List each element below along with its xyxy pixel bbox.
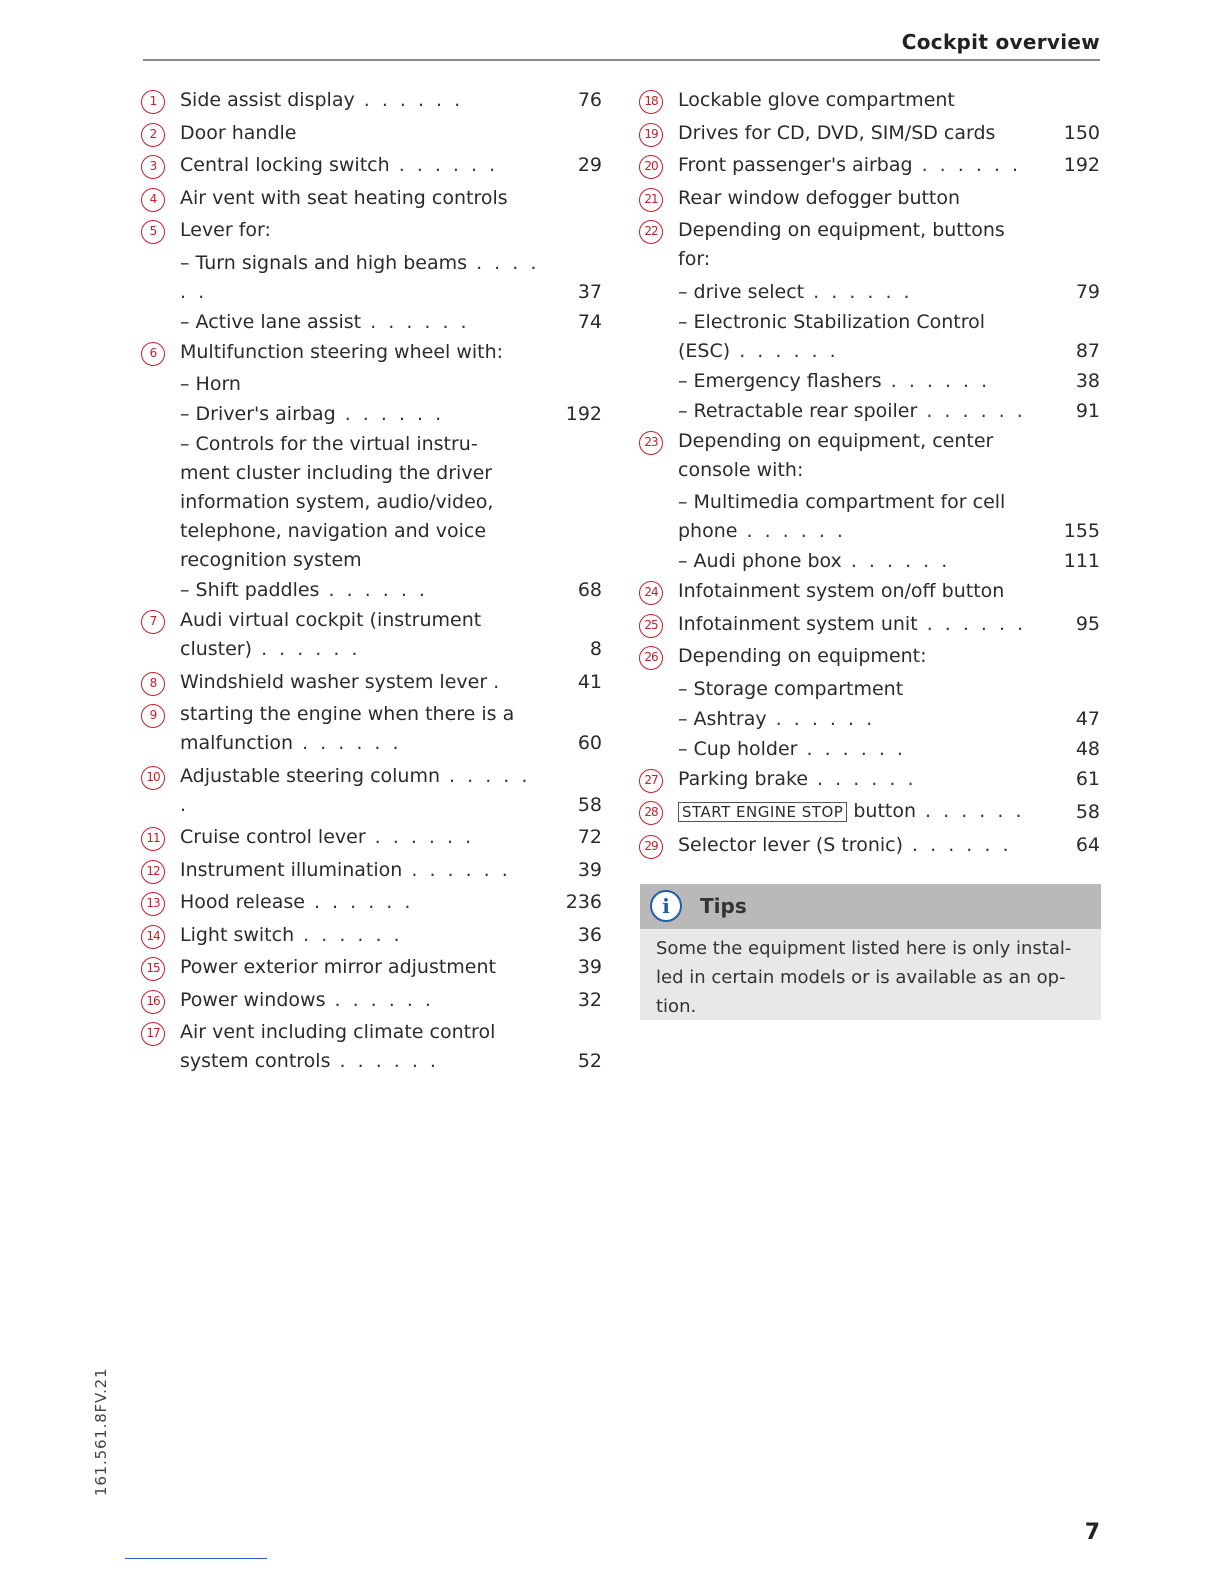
page-reference: 39 xyxy=(577,858,602,881)
item-label: recognition system xyxy=(180,549,362,571)
leader-dots: . . . . . . xyxy=(354,89,464,111)
leader-dots: . . . . . . xyxy=(903,833,1012,856)
legend-subitem xyxy=(638,367,1100,396)
legend-subitem xyxy=(638,397,1100,426)
footer-link-underline xyxy=(125,1558,267,1559)
legend-item xyxy=(140,700,602,758)
tips-title: Tips xyxy=(700,894,747,918)
item-label: – Driver's airbag . . . . . . xyxy=(180,403,445,425)
page-reference: 39 xyxy=(577,956,602,978)
page-reference: 58 xyxy=(1075,801,1100,823)
leader-dots: . . . . . . xyxy=(389,154,499,176)
legend-item xyxy=(140,986,602,1015)
item-label: (ESC) . . . . . . xyxy=(678,339,839,362)
legend-subitem xyxy=(140,430,602,575)
legend-item xyxy=(140,921,602,950)
item-label: cluster) . . . . . . xyxy=(180,638,361,660)
callout-number-icon: 2 xyxy=(141,123,165,147)
item-label: Lever for: xyxy=(180,219,271,241)
page-reference: 192 xyxy=(1063,154,1100,176)
item-label: – Retractable rear spoiler . . . . . . xyxy=(678,399,1026,422)
legend-item xyxy=(140,856,602,885)
item-label: system controls . . . . . . xyxy=(180,1050,439,1072)
callout-number-icon: 3 xyxy=(141,155,165,179)
callout-number-icon: 4 xyxy=(141,188,165,212)
leader-dots: . . . . . . xyxy=(804,280,913,303)
item-label: – drive select . . . . . . xyxy=(678,280,913,303)
callout-number-icon: 10 xyxy=(141,766,165,790)
legend-subitem xyxy=(140,249,602,307)
page-reference: 61 xyxy=(1075,767,1100,790)
callout-number-icon: 9 xyxy=(141,704,165,728)
legend-item xyxy=(140,606,602,664)
leader-dots: . . . . . . xyxy=(916,800,1025,822)
item-label: Central locking switch . . . . . . xyxy=(180,154,499,176)
legend-item xyxy=(140,1018,602,1076)
legend-subitem xyxy=(638,488,1100,546)
leader-dots: . . . . . . xyxy=(252,638,361,660)
callout-number-icon: 14 xyxy=(141,925,165,949)
item-label: Door handle xyxy=(180,121,297,144)
leader-dots: . . . . . . xyxy=(335,403,445,425)
page-reference: 47 xyxy=(1075,707,1100,730)
leader-dots: . . . . . . xyxy=(319,579,428,601)
leader-dots: . . . . . . xyxy=(737,520,846,542)
leader-dots: . . . . . . xyxy=(325,988,434,1011)
item-label: malfunction . . . . . . xyxy=(180,732,402,754)
page-reference: 38 xyxy=(1075,369,1100,392)
item-label: Depending on equipment, buttons xyxy=(678,219,1005,241)
right-column xyxy=(638,86,1100,863)
page-reference: 37 xyxy=(577,280,602,303)
tips-text: Some the equipment listed here is only instal-led in certain models or is available as an op-tion. xyxy=(656,938,1072,1017)
callout-number-icon: 8 xyxy=(141,672,165,696)
legend-subitem xyxy=(140,308,602,337)
callout-number-icon: 22 xyxy=(639,220,663,244)
tips-header xyxy=(640,884,1101,929)
legend-item xyxy=(638,797,1100,827)
page-reference: 52 xyxy=(577,1050,602,1072)
item-label: – Audi phone box . . . . . . xyxy=(678,550,951,572)
item-label: Multifunction steering wheel with: xyxy=(180,340,504,363)
legend-item xyxy=(140,86,602,115)
item-label: Depending on equipment: xyxy=(678,645,927,667)
callout-number-icon: 6 xyxy=(141,342,165,366)
page-reference: 155 xyxy=(1063,520,1100,542)
callout-number-icon: 7 xyxy=(141,610,165,634)
legend-subitem xyxy=(140,400,602,429)
key-label: START ENGINE STOP xyxy=(678,802,847,822)
item-label: Cruise control lever . . . . . . xyxy=(180,826,475,848)
item-label: Light switch . . . . . . xyxy=(180,923,403,946)
item-label: starting the engine when there is a xyxy=(180,703,515,725)
leader-dots: . . . . . . xyxy=(294,923,403,946)
legend-item xyxy=(140,151,602,180)
item-label: Air vent including climate control xyxy=(180,1021,496,1043)
item-label: – Emergency flashers . . . . . . xyxy=(678,369,991,392)
legend-item xyxy=(140,823,602,852)
item-label: Infotainment system on/off button xyxy=(678,580,1005,602)
item-label: Parking brake . . . . . . xyxy=(678,767,917,790)
left-column xyxy=(140,86,602,1080)
legend-subitem xyxy=(638,735,1100,764)
legend-item xyxy=(140,762,602,820)
item-label: Power exterior mirror adjustment xyxy=(180,956,496,978)
leader-dots: . . . . . . xyxy=(304,891,414,913)
item-label: Selector lever (S tronic) . . . . . . xyxy=(678,833,1012,856)
legend-item xyxy=(638,216,1100,274)
legend-subitem xyxy=(638,705,1100,734)
page-reference: 64 xyxy=(1075,833,1100,856)
callout-number-icon: 23 xyxy=(639,431,663,455)
tips-box xyxy=(640,884,1101,1020)
callout-number-icon: 13 xyxy=(141,892,165,916)
legend-subitem xyxy=(638,675,1100,704)
callout-number-icon: 29 xyxy=(639,835,663,859)
page-reference: 150 xyxy=(1063,121,1100,144)
leader-dots: . . . . . . xyxy=(365,826,475,848)
leader-dots: . . . . . . xyxy=(330,1050,439,1072)
item-label: Instrument illumination . . . . . . xyxy=(180,858,511,881)
page-reference: 95 xyxy=(1075,612,1100,635)
callout-number-icon: 24 xyxy=(639,581,663,605)
item-label: Rear window defogger button xyxy=(678,186,961,209)
item-label: Adjustable steering column . . . . . . xyxy=(180,764,531,816)
item-label: – Turn signals and high beams . . . . . . xyxy=(180,251,540,303)
item-label: – Multimedia compartment for cell xyxy=(678,491,1006,513)
legend-item xyxy=(638,119,1100,148)
page-reference: 111 xyxy=(1063,550,1100,572)
page-reference: 76 xyxy=(577,89,602,111)
item-label: Lockable glove compartment xyxy=(678,89,955,111)
legend-subitem xyxy=(638,547,1100,576)
item-label: START ENGINE STOP button . . . . . . xyxy=(678,797,1044,827)
item-label: – Shift paddles . . . . . . xyxy=(180,579,428,601)
legend-item xyxy=(638,427,1100,485)
legend-item xyxy=(638,765,1100,794)
item-label: – Horn xyxy=(180,373,241,395)
legend-item xyxy=(140,184,602,213)
info-icon: i xyxy=(650,890,682,922)
legend-item xyxy=(140,953,602,982)
item-label: – Controls for the virtual instru- xyxy=(180,433,478,455)
item-label: Infotainment system unit . . . . . . xyxy=(678,612,1027,635)
legend-item xyxy=(140,668,602,697)
leader-dots: . . . . . . xyxy=(402,858,511,881)
callout-number-icon: 25 xyxy=(639,614,663,638)
leader-dots: . . . . . . xyxy=(841,550,951,572)
item-label: ment cluster including the driver xyxy=(180,462,493,484)
legend-item xyxy=(140,119,602,148)
page-reference: 91 xyxy=(1075,399,1100,422)
header-rule xyxy=(143,59,1100,61)
leader-dots: . . . . . . xyxy=(912,154,1022,176)
legend-subitem xyxy=(638,308,1100,366)
callout-number-icon: 16 xyxy=(141,990,165,1014)
callout-number-icon: 18 xyxy=(639,90,663,114)
item-label: Hood release . . . . . . xyxy=(180,891,414,913)
legend-item xyxy=(638,642,1100,671)
page-reference: 60 xyxy=(577,732,602,754)
page-reference: 192 xyxy=(565,403,602,425)
callout-number-icon: 21 xyxy=(639,188,663,212)
item-label: – Storage compartment xyxy=(678,677,904,700)
item-label: Power windows . . . . . . xyxy=(180,988,434,1011)
callout-number-icon: 26 xyxy=(639,646,663,670)
page-reference: 87 xyxy=(1075,339,1100,362)
leader-dots: . . . . . . xyxy=(293,732,402,754)
callout-number-icon: 15 xyxy=(141,957,165,981)
item-label: console with: xyxy=(678,458,804,481)
page-header-title: Cockpit overview xyxy=(901,30,1100,54)
page-reference: 79 xyxy=(1075,280,1100,303)
item-label: Audi virtual cockpit (instrument xyxy=(180,609,482,631)
item-label: – Cup holder . . . . . . xyxy=(678,737,906,760)
leader-dots: . . . . . . xyxy=(766,707,876,730)
legend-item xyxy=(638,151,1100,180)
legend-subitem xyxy=(140,370,602,399)
item-label: information system, audio/video, xyxy=(180,491,494,513)
item-label: – Electronic Stabilization Control xyxy=(678,310,986,333)
item-label: Front passenger's airbag . . . . . . xyxy=(678,154,1022,176)
page-reference: 32 xyxy=(577,988,602,1011)
leader-dots: . . . . . . xyxy=(730,339,839,362)
leader-dots: . . . . . . xyxy=(361,310,470,333)
callout-number-icon: 20 xyxy=(639,155,663,179)
legend-item xyxy=(140,888,602,917)
page-reference: 236 xyxy=(565,891,602,913)
callout-number-icon: 27 xyxy=(639,769,663,793)
item-label: Windshield washer system lever . xyxy=(180,670,500,693)
item-label: Air vent with seat heating controls xyxy=(180,186,508,209)
page-reference: 8 xyxy=(589,638,602,660)
legend-item xyxy=(638,577,1100,606)
legend-item xyxy=(638,831,1100,860)
item-label: – Active lane assist . . . . . . xyxy=(180,310,470,333)
leader-dots: . . . . . . xyxy=(797,737,906,760)
page-number: 7 xyxy=(1084,1520,1100,1545)
callout-number-icon: 19 xyxy=(639,123,663,147)
callout-number-icon: 1 xyxy=(141,90,165,114)
item-label: Drives for CD, DVD, SIM/SD cards xyxy=(678,121,996,144)
item-label: Side assist display . . . . . . xyxy=(180,89,464,111)
item-label: phone . . . . . . xyxy=(678,520,846,542)
page-reference: 29 xyxy=(577,154,602,176)
legend-subitem xyxy=(140,576,602,605)
leader-dots: . . . . . . xyxy=(917,612,1027,635)
leader-dots: . . . . . . xyxy=(917,399,1026,422)
callout-number-icon: 11 xyxy=(141,827,165,851)
tips-body xyxy=(640,929,1101,1021)
page-reference: 72 xyxy=(577,826,602,848)
legend-item xyxy=(638,610,1100,639)
item-label: for: xyxy=(678,248,711,270)
page-reference: 36 xyxy=(577,923,602,946)
legend-item xyxy=(638,184,1100,213)
item-label: telephone, navigation and voice xyxy=(180,520,487,542)
item-label: – Ashtray . . . . . . xyxy=(678,707,876,730)
legend-item xyxy=(140,216,602,245)
legend-item xyxy=(638,86,1100,115)
callout-number-icon: 17 xyxy=(141,1022,165,1046)
page-reference: 68 xyxy=(577,579,602,601)
callout-number-icon: 5 xyxy=(141,220,165,244)
leader-dots: . . . . . . xyxy=(881,369,991,392)
item-label: Depending on equipment, center xyxy=(678,429,994,452)
leader-dots: . . . . . . xyxy=(180,764,531,816)
page-reference: 58 xyxy=(577,793,602,816)
legend-item xyxy=(140,338,602,367)
document-code: 161.561.8FV.21 xyxy=(92,1367,110,1496)
callout-number-icon: 28 xyxy=(639,801,663,825)
leader-dots: . . . . . . xyxy=(808,767,917,790)
page-reference: 41 xyxy=(577,670,602,693)
page-reference: 48 xyxy=(1075,737,1100,760)
callout-number-icon: 12 xyxy=(141,860,165,884)
legend-subitem xyxy=(638,278,1100,307)
page-reference: 74 xyxy=(577,310,602,333)
leader-dots: . . . . . . xyxy=(180,251,540,303)
